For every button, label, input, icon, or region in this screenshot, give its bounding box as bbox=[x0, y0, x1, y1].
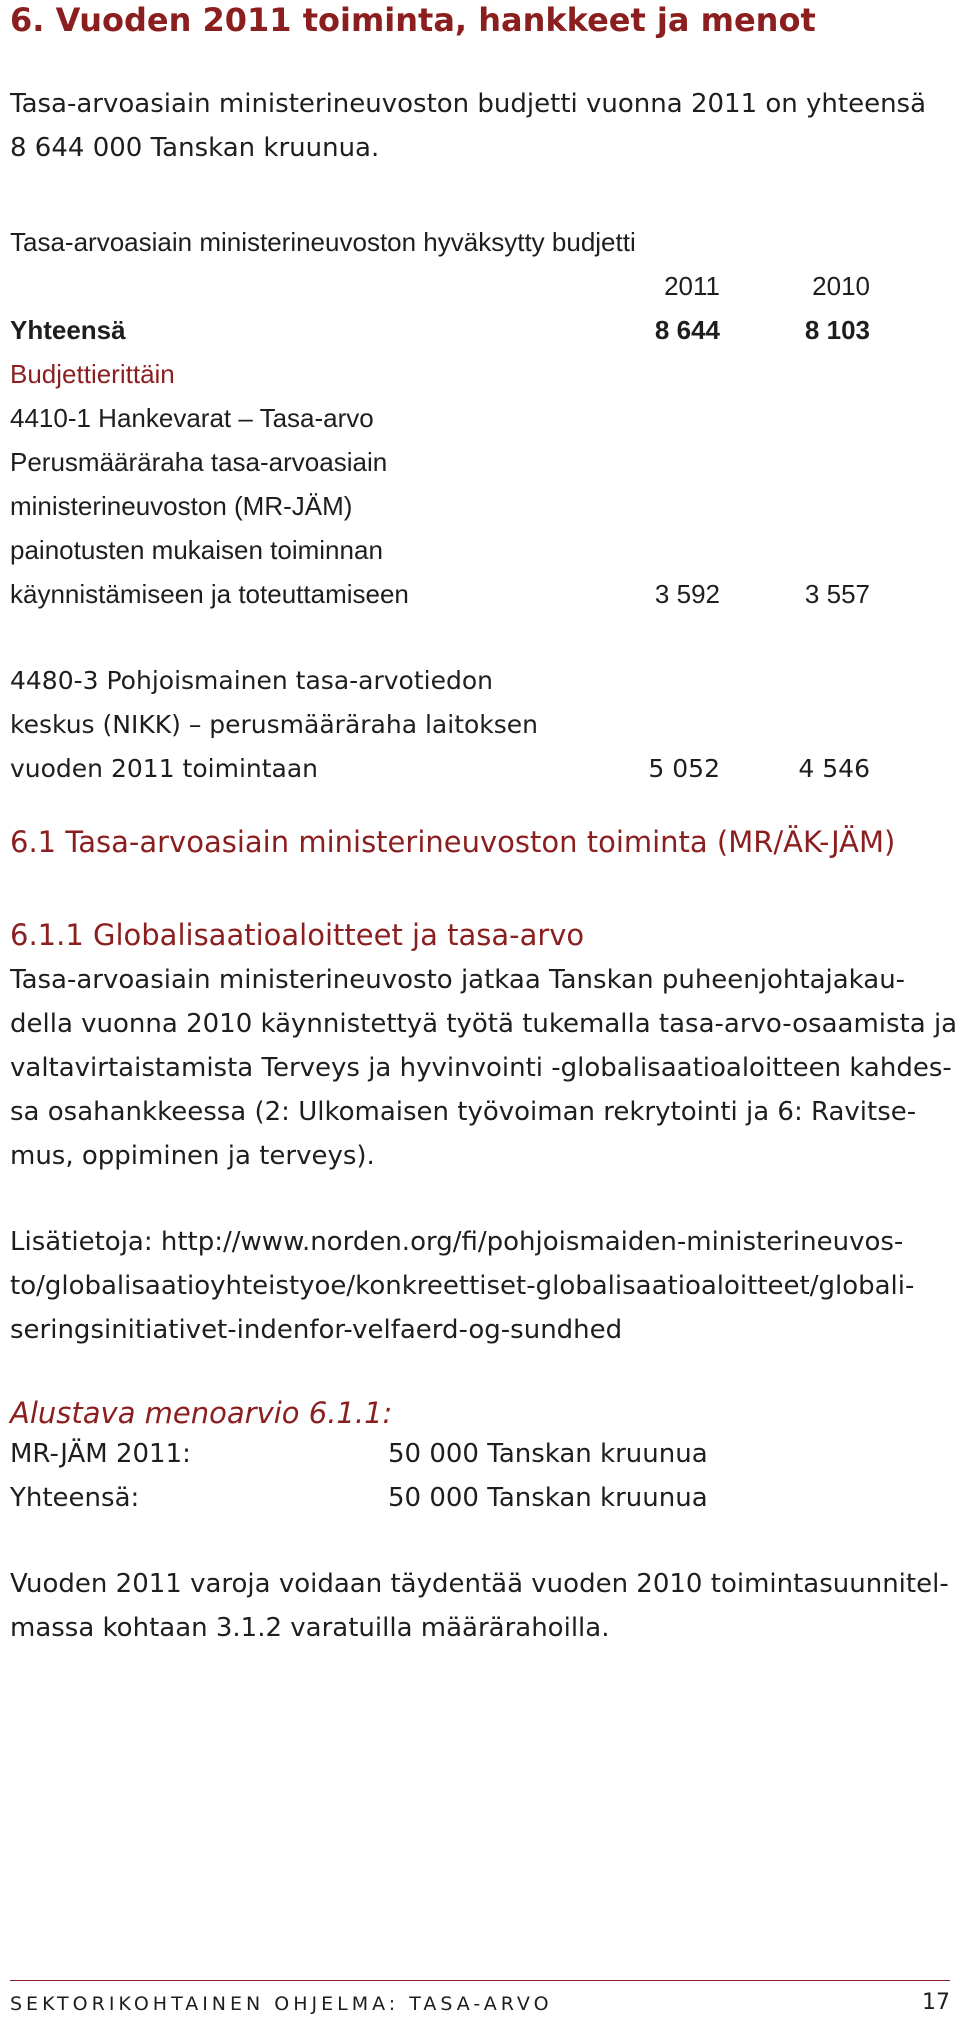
footer-rule bbox=[10, 1980, 950, 1981]
intro-paragraph bbox=[10, 82, 930, 170]
item1-line bbox=[10, 572, 870, 616]
budget-subheading-row bbox=[10, 352, 870, 396]
body-line: Tasa-arvoasiain ministerineuvosto jatkaa Tanskan puheenjohtajakau- bbox=[10, 965, 906, 995]
subsection-heading-6-1: 6.1 Tasa-arvoasiain ministerineuvoston toiminta (MR/ÄK-JÄM) bbox=[10, 825, 896, 859]
budget-years-row bbox=[10, 264, 870, 308]
info-line: to/globalisaatioyhteistyoe/konkreettiset-globalisaatioaloitteet/globali- bbox=[10, 1271, 915, 1301]
estimate-key: MR-JÄM 2011: bbox=[10, 1439, 191, 1469]
item1-text: käynnistämiseen ja toteuttamiseen bbox=[10, 579, 409, 609]
more-info-paragraph bbox=[10, 1220, 930, 1352]
budget-table bbox=[10, 220, 870, 791]
note-line: massa kohtaan 3.1.2 varatuilla määrärahoilla. bbox=[10, 1613, 610, 1643]
item1-2010: 3 557 bbox=[804, 579, 870, 609]
item1-line bbox=[10, 440, 870, 484]
item1-text: Perusmääräraha tasa-arvoasiain bbox=[10, 447, 388, 477]
item1-text: 4410-1 Hankevarat – Tasa-arvo bbox=[10, 403, 374, 433]
year-2010-header: 2010 bbox=[812, 271, 870, 301]
body-line: sa osahankkeessa (2: Ulkomaisen työvoiman rekrytointi ja 6: Ravitse- bbox=[10, 1097, 917, 1127]
item2-2010: 4 546 bbox=[798, 754, 870, 783]
footer-title: SEKTORIKOHTAINEN OHJELMA: TASA-ARVO bbox=[10, 1993, 553, 2015]
body-line: valtavirtaistamista Terveys ja hyvinvointi -globalisaatioaloitteen kahdes- bbox=[10, 1053, 952, 1083]
estimate-heading: Alustava menoarvio 6.1.1: bbox=[10, 1396, 393, 1430]
estimate-value: 50 000 Tanskan kruunua bbox=[388, 1483, 708, 1513]
intro-line: 8 644 000 Tanskan kruunua. bbox=[10, 133, 380, 163]
info-line: Lisätietoja: http://www.norden.org/fi/pohjoismaiden-ministerineuvos- bbox=[10, 1227, 904, 1257]
item1-text: ministerineuvoston (MR-JÄM) bbox=[10, 491, 353, 521]
item1-line bbox=[10, 396, 870, 440]
year-2011-header: 2011 bbox=[664, 271, 720, 301]
item2-line bbox=[10, 703, 870, 747]
item2-text: 4480-3 Pohjoismainen tasa-arvotiedon bbox=[10, 666, 493, 695]
body-line: della vuonna 2010 käynnistettyä työtä tukemalla tasa-arvo-osaamista ja bbox=[10, 1009, 958, 1039]
globalisation-paragraph bbox=[10, 958, 958, 1178]
estimate-value: 50 000 Tanskan kruunua bbox=[388, 1439, 708, 1469]
item2-2011: 5 052 bbox=[648, 754, 720, 783]
item2-line bbox=[10, 659, 870, 703]
budget-subheading: Budjettierittäin bbox=[10, 359, 175, 389]
item2-text: keskus (NIKK) – perusmääräraha laitoksen bbox=[10, 710, 539, 739]
budget-title-row bbox=[10, 220, 870, 264]
budget-title: Tasa-arvoasiain ministerineuvoston hyväksytty budjetti bbox=[10, 227, 636, 257]
estimate-table bbox=[10, 1432, 910, 1520]
total-label: Yhteensä bbox=[10, 315, 126, 345]
item1-line bbox=[10, 528, 870, 572]
total-2011: 8 644 bbox=[654, 315, 720, 345]
section-heading: 6. Vuoden 2011 toiminta, hankkeet ja menot bbox=[10, 1, 816, 39]
info-line: seringsinitiativet-indenfor-velfaerd-og-sundhed bbox=[10, 1315, 623, 1345]
estimate-row bbox=[10, 1432, 910, 1476]
subsection-heading-6-1-1: 6.1.1 Globalisaatioaloitteet ja tasa-arvo bbox=[10, 918, 585, 952]
estimate-row bbox=[10, 1476, 910, 1520]
estimate-note bbox=[10, 1562, 949, 1650]
item1-2011: 3 592 bbox=[654, 579, 720, 609]
item1-line bbox=[10, 484, 870, 528]
page-number: 17 bbox=[922, 1990, 950, 2015]
total-2010: 8 103 bbox=[804, 315, 870, 345]
body-line: mus, oppiminen ja terveys). bbox=[10, 1141, 375, 1171]
item2-line bbox=[10, 747, 870, 791]
budget-total-row bbox=[10, 308, 870, 352]
item1-text: painotusten mukaisen toiminnan bbox=[10, 535, 383, 565]
item2-text: vuoden 2011 toimintaan bbox=[10, 754, 319, 783]
estimate-key: Yhteensä: bbox=[10, 1483, 140, 1513]
intro-line: Tasa-arvoasiain ministerineuvoston budjetti vuonna 2011 on yhteensä bbox=[10, 89, 927, 119]
note-line: Vuoden 2011 varoja voidaan täydentää vuoden 2010 toimintasuunnitel- bbox=[10, 1569, 949, 1599]
